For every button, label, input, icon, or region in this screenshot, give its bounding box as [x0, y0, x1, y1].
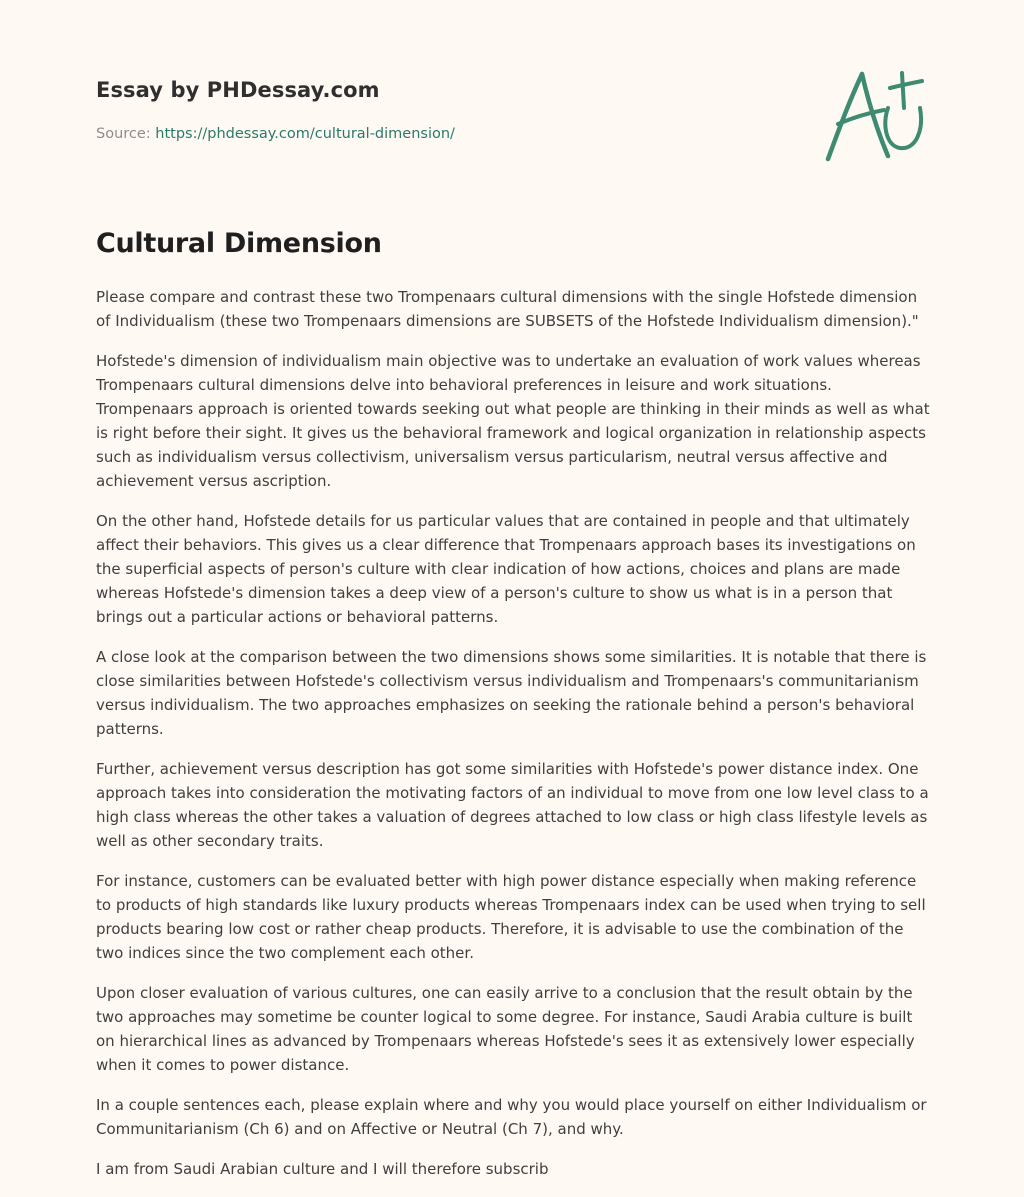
source-link[interactable]: https://phdessay.com/cultural-dimension/ — [155, 126, 455, 142]
paragraph-2: Hofstede's dimension of individualism main objective was to undertake an evaluation of work values whereas Trompenaars cultural dimensions delve into behavioral preferences in leisure and work situations. Trompenaars approach is oriented towards seeking out what people are thinking in their minds as well as what is right before their sight. It gives us the behavioral framework and logical organization in relationship aspects such as individualism versus collectivism, universalism versus particularism, neutral versus affective and achievement versus ascription. — [96, 352, 930, 490]
paragraph-7: Upon closer evaluation of various cultures, one can easily arrive to a conclusion that the result obtain by the two approaches may sometime be counter logical to some degree. For instance, Saudi Arabia culture is built on hierarchical lines as advanced by Trompenaars whereas Hofstede's sees it as extensively lower especially when it comes to power distance. — [96, 984, 915, 1074]
paragraph-3: On the other hand, Hofstede details for us particular values that are contained in people and that ultimately affect their behaviors. This gives us a clear difference that Trompenaars approach bases its investigations on the superficial aspects of person's culture with clear indication of how actions, choices and plans are made whereas Hofstede's dimension takes a deep view of a person's culture to show us what is in a person that brings out a particular actions or behavioral patterns. — [96, 512, 916, 626]
article-body — [96, 285, 932, 1197]
paragraph-6: For instance, customers can be evaluated better with high power distance especially when making reference to products of high standards like luxury products whereas Trompenaars index can be used when trying to sell products bearing low cost or rather cheap products. Therefore, it is advisable to use the combination of the two indices since the two complement each other. — [96, 872, 926, 962]
paragraph-4: A close look at the comparison between the two dimensions shows some similarities. It is notable that there is close similarities between Hofstede's collectivism versus individualism and Trompenaars's communitarianism versus individualism. The two approaches emphasizes on seeking the rationale behind a person's behavioral patterns. — [96, 648, 927, 738]
source-line — [96, 124, 455, 144]
page-header — [96, 76, 928, 142]
a-plus-logo-icon — [818, 66, 930, 166]
paragraph-8: In a couple sentences each, please explain where and why you would place yourself on either Individualism or Communitarianism (Ch 6) and on Affective or Neutral (Ch 7), and why. — [96, 1096, 927, 1138]
paragraph-9: I am from Saudi Arabian culture and I will therefore subscrib — [96, 1160, 549, 1178]
paragraph-1: Please compare and contrast these two Trompenaars cultural dimensions with the single Hofstede dimension of Individualism (these two Trompenaars dimensions are SUBSETS of the Hofstede Individualism dimension)." — [96, 288, 919, 330]
source-label: Source: — [96, 126, 156, 142]
article-title: Cultural Dimension — [96, 228, 382, 259]
paragraph-5: Further, achievement versus description has got some similarities with Hofstede's power distance index. One approach takes into consideration the motivating factors of an individual to move from one low level class to a high class whereas the other takes a valuation of degrees attached to low class or high class lifestyle levels as well as other secondary traits. — [96, 760, 929, 850]
brand-title: Essay by PHDessay.com — [96, 78, 380, 102]
